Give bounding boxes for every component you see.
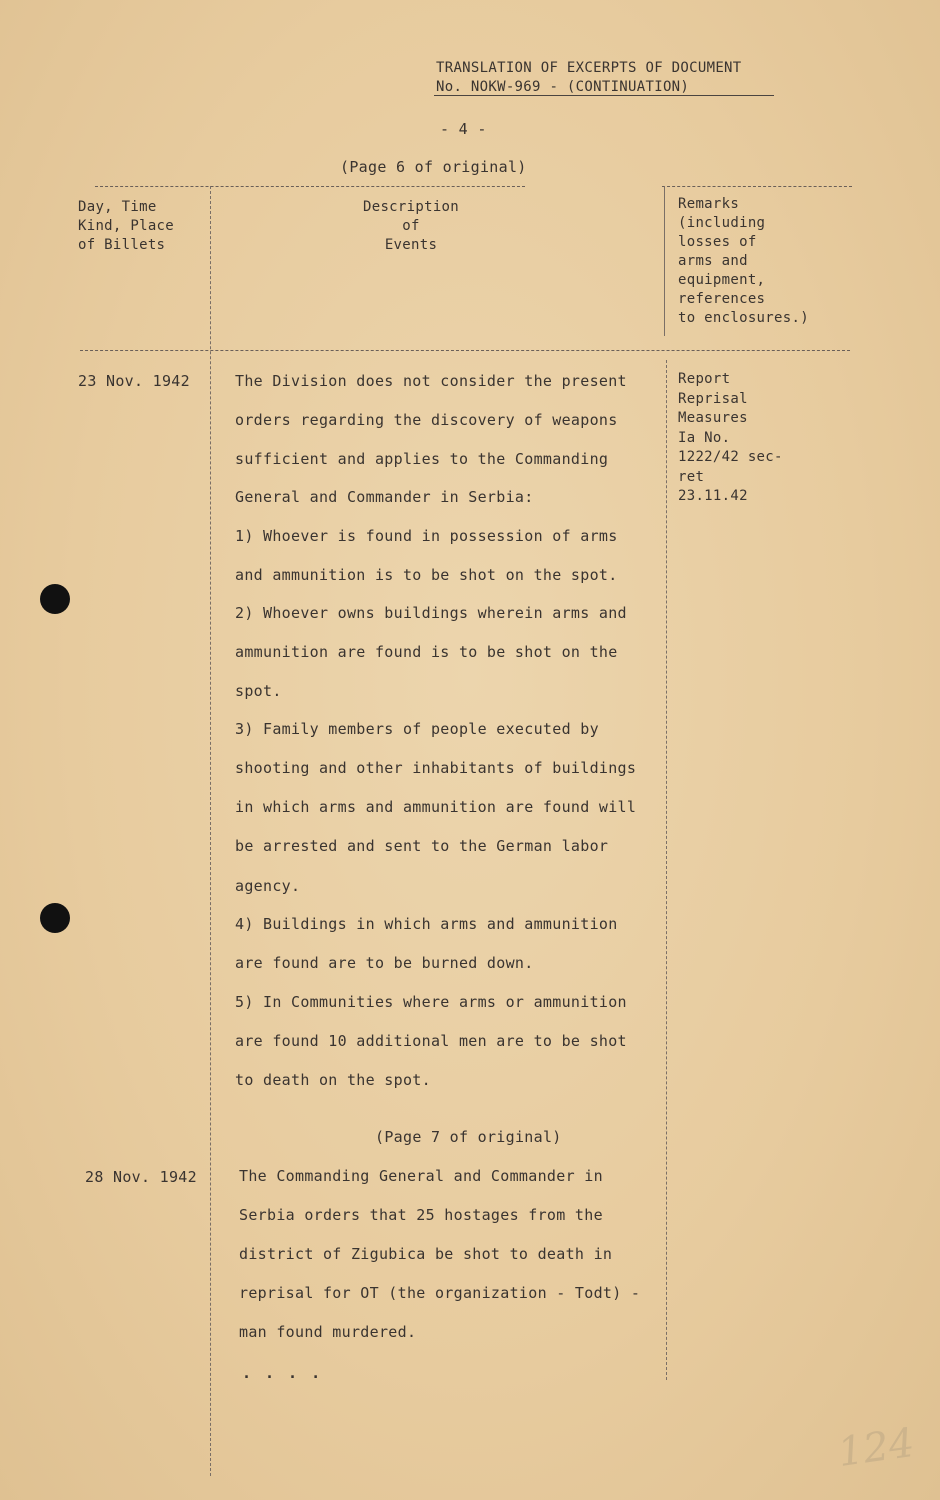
entry-text-line: to death on the spot.: [235, 1071, 431, 1089]
column-divider-left: [210, 186, 211, 1476]
entry-text-line: man found murdered.: [239, 1323, 417, 1341]
entry-remarks: Report Reprisal Measures Ia No. 1222/42 sec- ret 23.11.42: [678, 371, 783, 504]
entry-text-line: district of Zigubica be shot to death in: [239, 1245, 613, 1263]
entry-text-line: sufficient and applies to the Commanding: [235, 450, 609, 468]
title-underline: [434, 95, 774, 96]
entry-text-line: are found are to be burned down.: [235, 954, 534, 972]
entry-date: 23 Nov. 1942: [78, 372, 190, 390]
column-divider-right: [666, 360, 667, 1380]
entry-text-line: and ammunition is to be shot on the spot.: [235, 566, 618, 584]
entry-text-line: in which arms and ammunition are found will: [235, 798, 637, 816]
entry-text-line: 4) Buildings in which arms and ammunition: [235, 915, 618, 933]
column-header-day: Day, Time Kind, Place of Billets: [78, 199, 175, 253]
entry-text-line: General and Commander in Serbia:: [235, 488, 534, 506]
entry-text-line: agency.: [235, 877, 301, 895]
entry-text-line: are found 10 additional men are to be shot: [235, 1032, 627, 1050]
entry-text-line: be arrested and sent to the German labor: [235, 837, 609, 855]
entry-text-line: Serbia orders that 25 hostages from the: [239, 1206, 603, 1224]
table-header-rule: [80, 350, 850, 351]
punch-hole: [40, 903, 70, 933]
document-number: No. NOKW-969 - (CONTINUATION): [436, 79, 690, 95]
entry-text-line: reprisal for OT (the organization - Todt) -: [239, 1284, 641, 1302]
ellipsis: ....: [242, 1364, 335, 1382]
page-number: - 4 -: [440, 120, 487, 138]
column-header-remarks: Remarks (including losses of arms and equipment, references to enclosures.): [678, 196, 809, 326]
entry-text-line: 3) Family members of people executed by: [235, 720, 599, 738]
table-top-rule-right: [662, 186, 852, 187]
document-title: TRANSLATION OF EXCERPTS OF DOCUMENT: [436, 60, 742, 76]
pencil-page-mark: 124: [835, 1419, 918, 1477]
entry-text-line: spot.: [235, 682, 282, 700]
table-top-rule: [95, 186, 525, 187]
entry-text-line: 2) Whoever owns buildings wherein arms and: [235, 604, 627, 622]
entry-text-line: shooting and other inhabitants of buildings: [235, 759, 637, 777]
column-header-description: Description of Events: [362, 199, 460, 253]
page-original-label: (Page 6 of original): [340, 158, 527, 176]
punch-hole: [40, 584, 70, 614]
entry-text-line: The Commanding General and Commander in: [239, 1167, 603, 1185]
entry-text-line: ammunition are found is to be shot on the: [235, 643, 618, 661]
entry-text-line: 1) Whoever is found in possession of arms: [235, 527, 618, 545]
entry-text-line: The Division does not consider the present: [235, 372, 627, 390]
entry-text-line: orders regarding the discovery of weapons: [235, 411, 618, 429]
page-original-label-2: (Page 7 of original): [375, 1128, 562, 1146]
entry-text-line: 5) In Communities where arms or ammunition: [235, 993, 627, 1011]
entry-date: 28 Nov. 1942: [85, 1168, 197, 1186]
column-divider-right-top: [664, 186, 665, 336]
